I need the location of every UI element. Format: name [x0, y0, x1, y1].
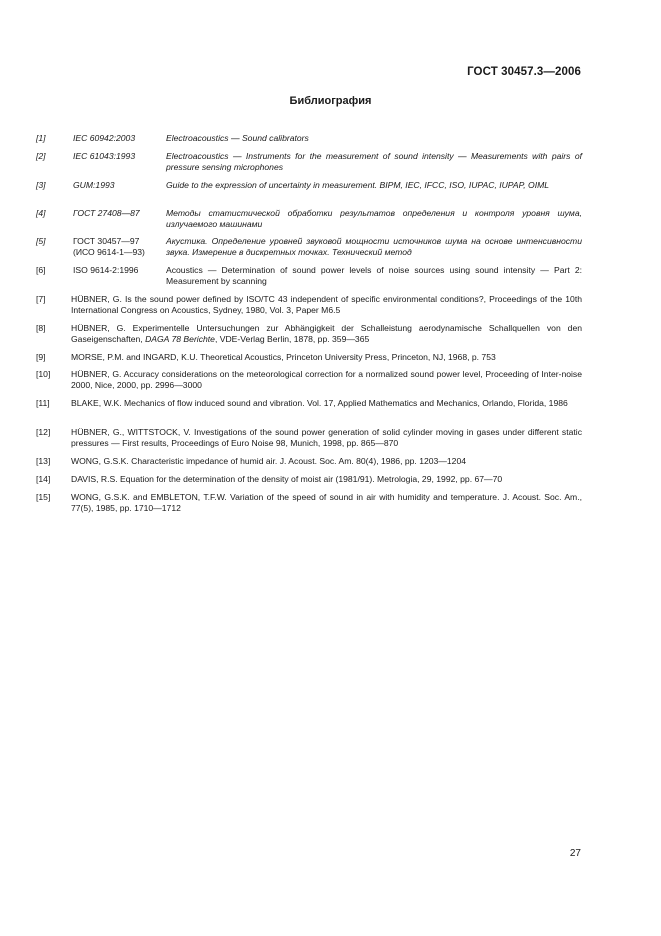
document-code: ГОСТ 30457.3—2006 — [467, 66, 581, 78]
reference-number: [3] — [36, 180, 46, 190]
reference-number: [1] — [36, 133, 46, 143]
reference-text-italic: DAGA 78 Berichte — [145, 334, 215, 345]
reference-number: [12] — [36, 427, 51, 437]
reference-text: Guide to the expression of uncertainty in measurement. BIPM, IEC, IFCC, ISO, IUPAC, IUPAP, OIML — [166, 180, 550, 190]
reference-text: MORSE, P.M. and INGARD, K.U. Theoretical Acoustics, Princeton University Press, Princeton, NJ, 1968, p. 753 — [71, 352, 496, 362]
reference-text: WONG, G.S.K. Characteristic impedance of humid air. J. Acoust. Soc. Am. 80(4), 1986, pp. 1203—1204 — [71, 456, 467, 466]
reference-number: [15] — [36, 492, 51, 502]
reference-code — [73, 236, 171, 259]
page-number: 27 — [569, 848, 581, 859]
reference-text: HÜBNER, G. Accuracy considerations on the meteorological correction for a normalized sound power level, Proceeding of Inter-noise 2000, Nice, 2000, pp. 2996—3000 — [71, 369, 582, 391]
reference-number: [2] — [36, 151, 46, 161]
reference-text: HÜBNER, G. Is the sound power defined by ISO/TC 43 independent of specific environmental conditions?, Proceedings of the 10th International Congress on Acoustics, Sydney, 1980, Vol. 3, Paper M6.5 — [71, 294, 582, 316]
reference-text: DAVIS, R.S. Equation for the determination of the density of moist air (1981/91). Metrologia, 29, 1992, pp. 67—70 — [71, 474, 503, 484]
reference-number: [13] — [36, 456, 51, 466]
reference-number: [8] — [36, 323, 46, 333]
reference-code: IEC 61043:1993 — [73, 151, 136, 161]
reference-number: [4] — [36, 208, 46, 218]
reference-text: HÜBNER, G., WITTSTOCK, V. Investigations of the sound power generation of solid cylinder moving in gases under different static pressures — First results, Proceedings of Euro Noise 98, Munich, 1998, pp. 865—870 — [71, 427, 582, 449]
reference-number: [7] — [36, 294, 46, 304]
page-title: Библиография — [289, 95, 372, 107]
reference-code-secondary: (ИСО 9614-1—93) — [73, 247, 145, 258]
reference-text: BLAKE, W.K. Mechanics of flow induced sound and vibration. Vol. 17, Applied Mathematics and Mechanics, Orlando, Florida, 1986 — [71, 398, 568, 408]
reference-code: ГОСТ 27408—87 — [73, 208, 140, 218]
reference-code: IEC 60942:2003 — [73, 133, 136, 143]
reference-number: [10] — [36, 369, 51, 379]
reference-number: [11] — [36, 398, 50, 408]
reference-code: GUM:1993 — [73, 180, 115, 190]
reference-number: [9] — [36, 352, 46, 362]
reference-code-primary: ГОСТ 30457—97 — [73, 236, 140, 246]
reference-text: Методы статистической обработки результатов определения и контроля уровня шума, излучаемого машинами — [166, 208, 582, 230]
reference-number: [6] — [36, 265, 46, 275]
reference-text: Electroacoustics — Sound calibrators — [166, 133, 309, 143]
reference-text: Acoustics — Determination of sound power levels of noise sources using sound intensity — Part 2: Measurement by scanning — [166, 265, 582, 287]
reference-number: [5] — [36, 236, 46, 246]
reference-text-part: , VDE-Verlag Berlin, 1878, pp. 359—365 — [214, 334, 370, 345]
reference-text: Electroacoustics — Instruments for the measurement of sound intensity — Measurements with pairs of pressure sensing microphones — [166, 151, 582, 173]
reference-text-part: HÜBNER, G. Experimentelle Untersuchungen zur Abhängigkeit der Schalleistung aerodynamische Schallquellen von den Gaseigenschaften, — [71, 323, 582, 345]
reference-code: ISO 9614-2:1996 — [73, 265, 139, 275]
reference-text — [71, 323, 582, 346]
reference-text: WONG, G.S.K. and EMBLETON, T.F.W. Variation of the speed of sound in air with humidity and temperature. J. Acoust. Soc. Am., 77(5), 1985, pp. 1710—1712 — [71, 492, 582, 514]
reference-number: [14] — [36, 474, 51, 484]
reference-text: Акустика. Определение уровней звуковой мощности источников шума на основе интенсивности звука. Измерение в дискретных точках. Технический метод — [166, 236, 582, 258]
